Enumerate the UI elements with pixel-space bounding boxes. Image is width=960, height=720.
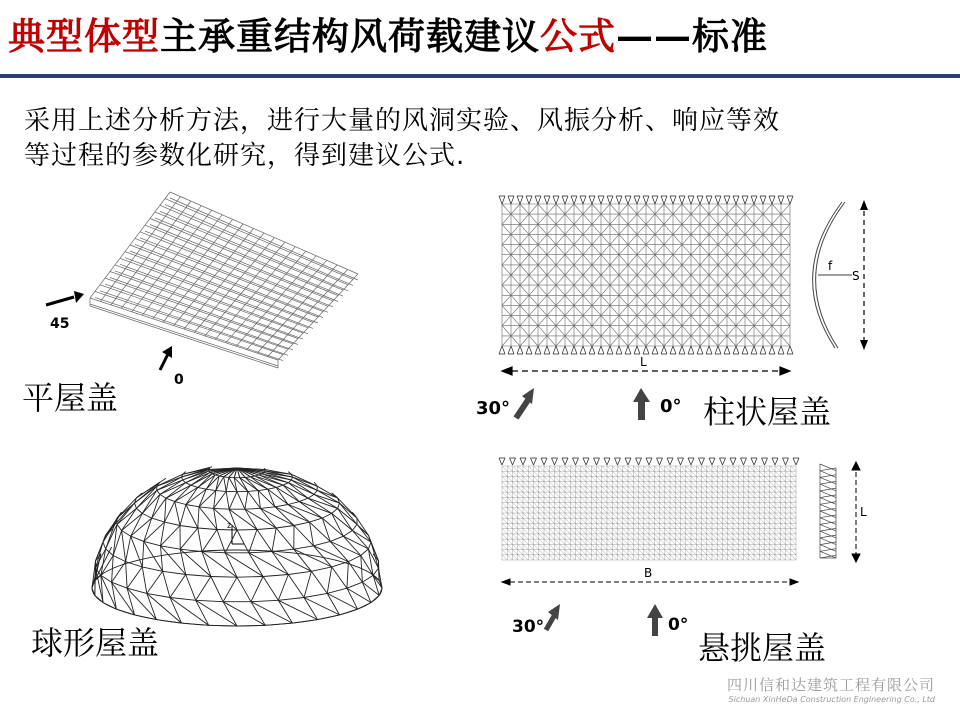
cylindrical-wind-arrow-0: [633, 388, 650, 420]
cylindrical-supports-bottom: [499, 346, 793, 354]
cylindrical-wind-arrow-30: [516, 388, 534, 418]
flat-wind-0-label: 0: [174, 372, 184, 388]
cylindrical-wind-30-label: 30°: [476, 398, 511, 419]
flat-roof-mesh: [90, 192, 358, 368]
cantilever-dimension-L: [852, 462, 860, 562]
intro-line-2: 等过程的参数化研究，得到建议公式.: [24, 141, 466, 171]
wind-arrow-0: [160, 346, 172, 370]
spherical-roof-figure: [82, 458, 392, 628]
cylindrical-roof-caption: 柱状屋盖: [703, 393, 832, 431]
watermark-company-en: Sichuan XinHeDa Construction Engineering Co., Ltd: [728, 695, 936, 704]
cantilever-side-view: [820, 464, 836, 558]
flat-roof-figure: [40, 188, 380, 398]
wind-arrow-45: [46, 291, 84, 305]
cantilever-supports: [499, 458, 799, 465]
cantilever-roof-caption: 悬挑屋盖: [698, 629, 827, 667]
title-part-1: 典型体型: [8, 14, 160, 58]
watermark-company-cn: 四川信和达建筑工程有限公司: [727, 676, 936, 694]
company-watermark: [727, 676, 935, 706]
cylindrical-wind-0-label: 0°: [660, 396, 682, 417]
cylindrical-roof-mesh: [502, 204, 790, 346]
title-part-3: 公式: [540, 14, 616, 58]
slide-title: [8, 6, 768, 66]
cantilever-wind-30-label: 30°: [512, 617, 545, 637]
cantilever-wind-0-label: 0°: [668, 615, 689, 635]
cylindrical-dim-L-label: L: [640, 355, 647, 369]
cylindrical-supports-top: [499, 196, 793, 204]
cantilever-roof-mesh: [502, 466, 796, 560]
cantilever-dim-B-label: B: [644, 566, 653, 580]
cantilever-roof-figure: [490, 452, 890, 652]
title-divider: [0, 74, 960, 78]
spherical-axis-marker: [232, 526, 244, 544]
cylindrical-roof-figure: [476, 190, 890, 420]
flat-roof-caption: 平屋盖: [22, 379, 119, 417]
cylindrical-side-view: [813, 200, 868, 350]
cantilever-wind-arrow-0: [647, 604, 663, 636]
cantilever-wind-arrow-30: [546, 604, 560, 630]
title-part-4: ——标准: [616, 14, 768, 58]
cylindrical-dim-f-label: f: [828, 259, 833, 273]
cantilever-dim-L-label: L: [860, 505, 867, 519]
spherical-roof-caption: 球形屋盖: [31, 624, 160, 662]
spherical-axis-z-label: z: [227, 521, 232, 530]
title-part-2: 主承重结构风荷载建议: [160, 14, 540, 58]
cylindrical-dim-S-label: S: [852, 269, 860, 283]
intro-paragraph: [24, 104, 944, 174]
spherical-roof-mesh: [92, 467, 382, 626]
flat-wind-45-label: 45: [50, 316, 70, 332]
intro-line-1: 采用上述分析方法，进行大量的风洞实验、风振分析、响应等效: [24, 106, 781, 136]
